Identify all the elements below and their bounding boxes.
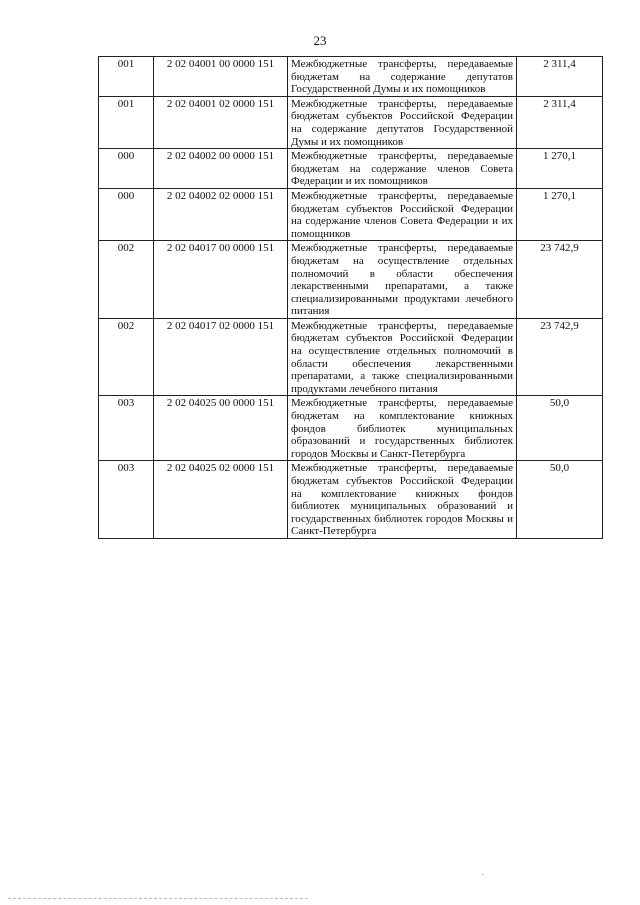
budget-code-cell: 2 02 04025 02 0000 151 [154, 461, 288, 539]
admin-code-cell: 000 [99, 149, 154, 189]
admin-code-cell: 001 [99, 96, 154, 148]
description-cell: Межбюджетные трансферты, передаваемые бюджетам субъектов Российской Федерации на содержание членов Совета Федерации и их помощников [288, 188, 517, 240]
amount-cell: 50,0 [517, 461, 603, 539]
budget-code-cell: 2 02 04002 02 0000 151 [154, 188, 288, 240]
table-row [99, 461, 603, 539]
page-number: 23 [313, 33, 327, 48]
scan-artifact-dot [482, 874, 483, 875]
description-cell: Межбюджетные трансферты, передаваемые бюджетам на содержание членов Совета Федерации и их помощников [288, 149, 517, 189]
budget-code-cell: 2 02 04017 00 0000 151 [154, 241, 288, 319]
table-row [99, 318, 603, 396]
admin-code-cell: 002 [99, 241, 154, 319]
description-cell: Межбюджетные трансферты, передаваемые бюджетам на содержание депутатов Государственной Думы и их помощников [288, 57, 517, 97]
description-cell: Межбюджетные трансферты, передаваемые бюджетам субъектов Российской Федерации на комплектование книжных фондов библиотек муниципальных образований и государственных библиотек городов Москвы и Санкт-Петербурга [288, 461, 517, 539]
amount-cell: 50,0 [517, 396, 603, 461]
amount-cell: 1 270,1 [517, 149, 603, 189]
admin-code-cell: 003 [99, 396, 154, 461]
budget-code-cell: 2 02 04017 02 0000 151 [154, 318, 288, 396]
budget-code-cell: 2 02 04002 00 0000 151 [154, 149, 288, 189]
budget-table-body [99, 57, 603, 539]
description-cell: Межбюджетные трансферты, передаваемые бюджетам на комплектование книжных фондов библиотек муниципальных образований и государственных библиотек городов Москвы и Санкт-Петербурга [288, 396, 517, 461]
description-cell: Межбюджетные трансферты, передаваемые бюджетам субъектов Российской Федерации на содержание депутатов Государственной Думы и их помощников [288, 96, 517, 148]
table-row [99, 57, 603, 97]
table-row [99, 241, 603, 319]
amount-cell: 2 311,4 [517, 57, 603, 97]
table-row [99, 188, 603, 240]
admin-code-cell: 003 [99, 461, 154, 539]
amount-cell: 23 742,9 [517, 318, 603, 396]
amount-cell: 2 311,4 [517, 96, 603, 148]
admin-code-cell: 000 [99, 188, 154, 240]
table-row [99, 149, 603, 189]
amount-cell: 1 270,1 [517, 188, 603, 240]
admin-code-cell: 001 [99, 57, 154, 97]
amount-cell: 23 742,9 [517, 241, 603, 319]
description-cell: Межбюджетные трансферты, передаваемые бюджетам субъектов Российской Федерации на осуществление отдельных полномочий в области обеспечения лекарственными препаратами, а также специализированными продуктами лечебного питания [288, 318, 517, 396]
admin-code-cell: 002 [99, 318, 154, 396]
table-row [99, 96, 603, 148]
budget-table [98, 56, 603, 539]
table-row [99, 396, 603, 461]
scan-artifact-line [8, 898, 308, 899]
budget-code-cell: 2 02 04025 00 0000 151 [154, 396, 288, 461]
budget-code-cell: 2 02 04001 00 0000 151 [154, 57, 288, 97]
description-cell: Межбюджетные трансферты, передаваемые бюджетам на осуществление отдельных полномочий в области обеспечения лекарственными препаратами, а также специализированными продуктами лечебного питания [288, 241, 517, 319]
budget-code-cell: 2 02 04001 02 0000 151 [154, 96, 288, 148]
